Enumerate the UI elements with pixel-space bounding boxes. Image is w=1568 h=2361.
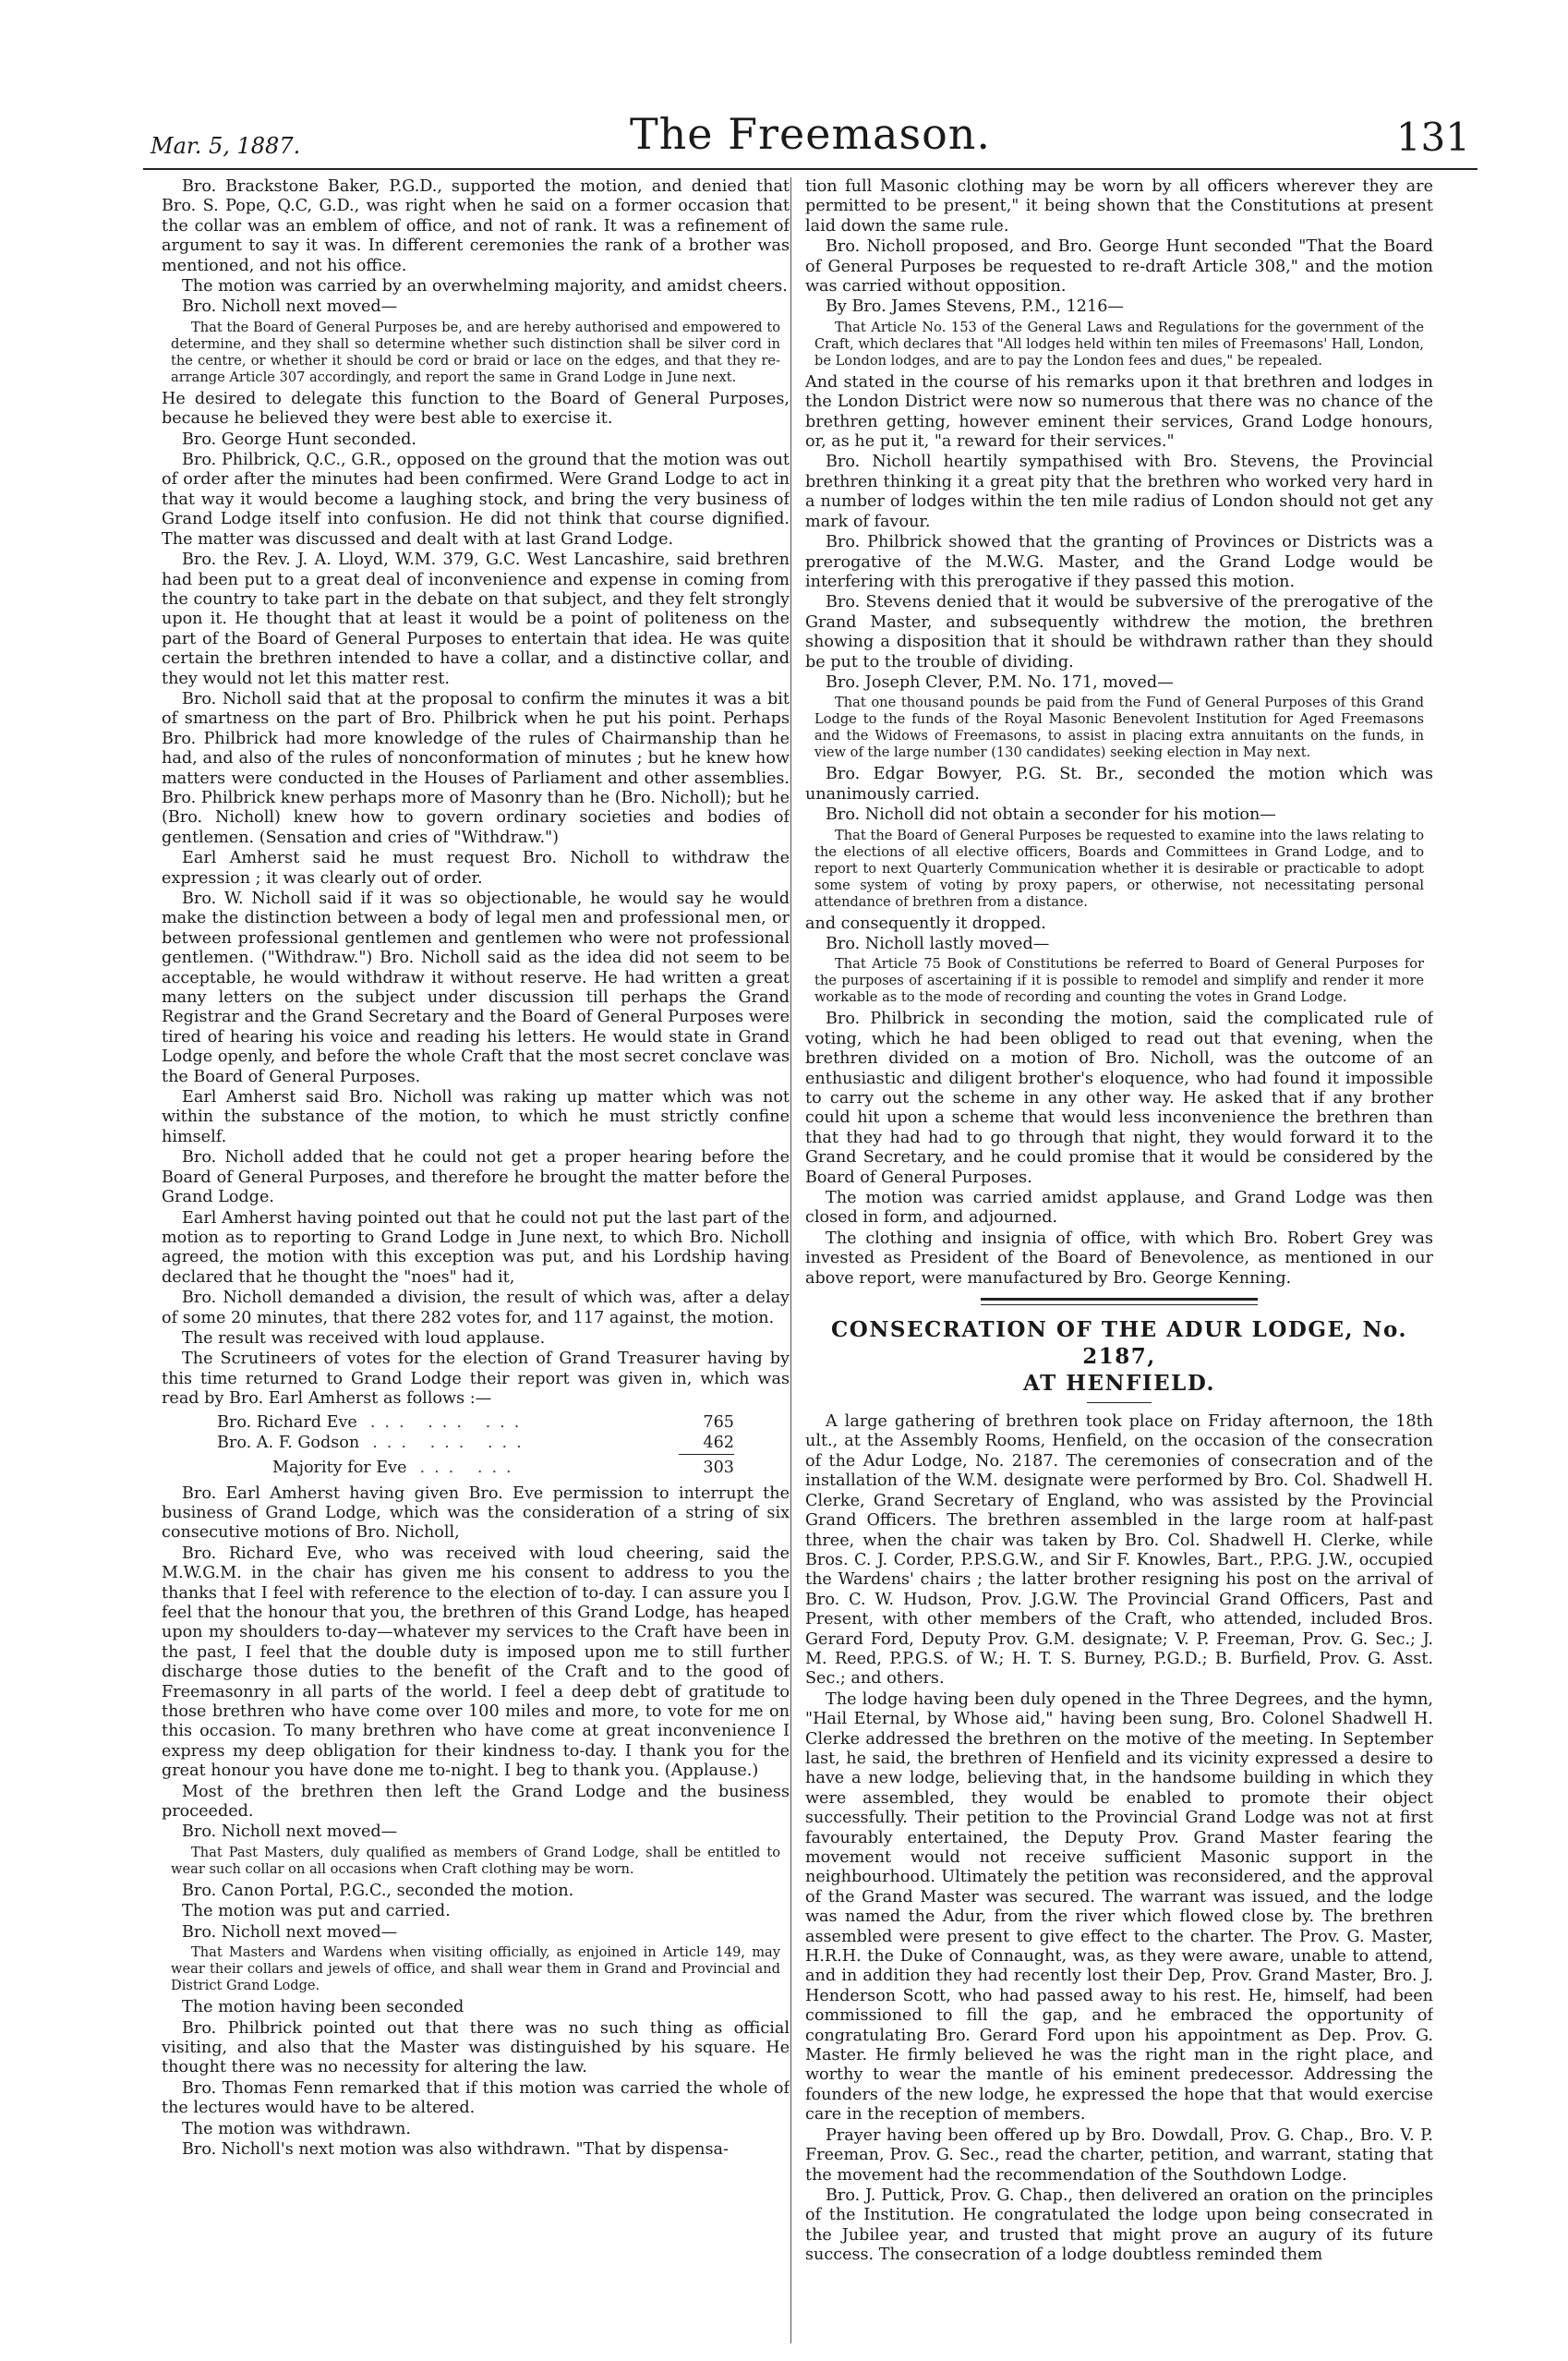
paragraph: Bro. Thomas Fenn remarked that if this motion was carried the whole of the lectures would have to be altered. <box>162 2078 790 2118</box>
paragraph: The lodge having been duly opened in the Three Degrees, and the hymn, "Hail Eternal, by Whose aid," having been sung, Bro. Colonel Shadwell H. Clerke addressed the brethren on the motive of the meeting. In September last, he said, the brethren of Henfield and its vicinity expressed a desire to have a new lodge, believing that, in the handsome building in which they were assembled, they would be enabled to promote their object successfully. Their petition to the Provincial Grand Lodge was not at first favourably entertained, the Deputy Prov. Grand Master fearing the movement would not receive sufficient Masonic support in the neighbourhood. Ultimately the petition was reconsidered, and the approval of the Grand Master was secured. The warrant was issued, and the lodge was named the Adur, from the river which flowed close by. The brethren assembled were present to give effect to the charter. The Prov. G. Master, H.R.H. the Duke of Connaught, was, as they were aware, unable to attend, and in addition they had recently lost their Dep, Prov. Grand Master, Bro. J. Henderson Scott, who had passed away to his rest. He, himself, had been commissioned to fill the gap, and he embraced the opportunity of congratulating Bro. Gerard Ford upon his appointment as Dep. Prov. G. Master. He firmly believed he was the right man in the right place, and worthy to wear the mantle of his eminent predecessor. Addressing the founders of the new lodge, he expressed the hope that that would exercise care in the reception of members. <box>805 1689 1433 2125</box>
candidate-name: Bro. Richard Eve <box>217 1412 357 1432</box>
page-number: 131 <box>1395 115 1470 160</box>
paragraph: Earl Amherst said he must request Bro. Nicholl to withdraw the expression ; it was clearly out of order. <box>162 849 790 888</box>
paragraph: Bro. Nicholl's next motion was also withdrawn. "That by dispensa- <box>182 2139 729 2159</box>
vote-row <box>217 1413 734 1434</box>
paragraph: Earl Amherst said Bro. Nicholl was raking up matter which was not within the substance of the motion, to which he must strictly confine himself. <box>162 1088 790 1146</box>
right-column <box>805 177 1433 2343</box>
paragraph: Bro. Nicholl proposed, and Bro. George Hunt seconded "That the Board of General Purposes be requested to re-draft Article 308," and the motion was carried without opposition. <box>805 237 1433 297</box>
paragraph: Bro. Brackstone Baker, P.G.D., supported the motion, and denied that Bro. S. Pope, Q.C, G.D., was right when he said on a former occasion that the collar was an emblem of office, and not of rank. It was a refinement of argument to say it was. In different ceremonies the rank of a brother was mentioned, and not his office. <box>162 177 790 275</box>
motion-text: That the Board of General Purposes be requested to examine into the laws relating to the elections of all elective officers, Boards and Committees in Grand Lodge, and to report to next Quarterly Communication whether it is desirable or practicable to adopt some system of voting by proxy papers, or otherwise, not necessitating personal attendance of brethren from a distance. <box>814 827 1424 910</box>
motion-text: That Article No. 153 of the General Laws and Regulations for the government of the Craft, which declares that "All lodges held within ten miles of Freemasons' Hall, London, be London lodges, and are to pay the London fees and dues," be repealed. <box>814 319 1424 369</box>
paragraph: Most of the brethren then left the Grand Lodge and the business proceeded. <box>162 1782 790 1822</box>
paragraph: Prayer having been offered up by Bro. Dowdall, Prov. G. Chap., Bro. V. P. Freeman, Prov. G. Sec., read the charter, petition, and warrant, stating that the movement had the recommendation of the Southdown Lodge. <box>805 2125 1433 2185</box>
paragraph: Bro. Philbrick in seconding the motion, said the complicated rule of voting, which he had been obliged to read out that evening, when the brethren divided on a motion of Bro. Nicholl, was the outcome of an enthusiastic and diligent brother's eloquence, who had found it impossible to carry out the scheme in any other way. He asked that if any brother could hit upon a scheme that would less inconvenience the brethren than that they had had to go through that night, they would forward it to the Grand Secretary, and he could promise that it would be considered by the Board of General Purposes. <box>805 1010 1433 1187</box>
paragraph: Bro. Nicholl lastly moved— <box>826 934 1050 953</box>
paragraph: The Scrutineers of votes for the election of Grand Treasurer having by this time returned to Grand Lodge their report was given in, which was read by Bro. Earl Amherst as follows :— <box>162 1350 790 1409</box>
paragraph: The result was received with loud applause. <box>182 1328 546 1348</box>
motion-text: That Masters and Wardens when visiting officially, as enjoined in Article 149, may wear their collars and jewels of office, and shall wear them in Grand and Provincial and District Grand Lodge. <box>171 1944 780 1994</box>
vote-tally <box>217 1413 734 1479</box>
motion-text: That Article 75 Book of Constitutions be referred to Board of General Purposes for the purposes of ascertaining if it is possible to remodel and simplify and render it more workable as to the mode of recording and counting the votes in Grand Lodge. <box>814 956 1424 1006</box>
paragraph: Bro. Nicholl did not obtain a seconder for his motion— <box>826 805 1276 825</box>
paragraph: Bro. W. Nicholl said if it was so objectionable, he would say he would make the distinction between a body of legal men and professional men, or between professional gentlemen and gentlemen who were not professional gentlemen. ("Withdraw.") Bro. Nicholl said as the idea did not seem to be acceptable, he would withdraw it without reserve. He had written a great many letters on the subject under discussion till perhaps the Grand Registrar and the Grand Secretary and the Board of General Purposes were tired of hearing his voice and reading his letters. He would state in Grand Lodge openly, and before the whole Craft that the most secret conclave was the Board of General Purposes. <box>162 890 790 1086</box>
paragraph: Earl Amherst having pointed out that he could not put the last part of the motion as to reporting to Grand Lodge in June next, to which Bro. Nicholl agreed, the motion with this exception was put, and his Lordship having declared that he thought the "noes" had it, <box>162 1208 790 1287</box>
paragraph: The motion was carried amidst applause, and Grand Lodge was then closed in form, and adjourned. <box>805 1189 1433 1228</box>
paragraph: Bro. Canon Portal, P.G.C., seconded the motion. <box>182 1881 574 1900</box>
paragraph: Bro. J. Puttick, Prov. G. Chap., then delivered an oration on the principles of the Institution. He congratulated the lodge upon being consecrated in the Jubilee year, and trusted that might prove an augury of its future success. The consecration of a lodge doubtless reminded them <box>805 2185 1433 2265</box>
paragraph: Bro. Philbrick, Q.C., G.R., opposed on the ground that the motion was out of order after the minutes had been confirmed. Were Grand Lodge to act in that way it would become a laughing stock, and bring the very business of Grand Lodge itself into confusion. He did not think that course dignified. The matter was discussed and dealt with at last Grand Lodge. <box>162 451 790 549</box>
paragraph: Bro. Nicholl next moved— <box>182 297 398 317</box>
motion-text: That Past Masters, duly qualified as members of Grand Lodge, shall be entitled to wear such collar on all occasions when Craft clothing may be worn. <box>171 1844 780 1877</box>
vote-row <box>217 1434 734 1454</box>
paragraph: Bro. Edgar Bowyer, P.G. St. Br., seconded the motion which was unanimously carried. <box>805 765 1433 804</box>
paragraph: tion full Masonic clothing may be worn by all officers wherever they are permitted to be present," it being shown that the Constitutions at present laid down the same rule. <box>805 177 1433 236</box>
paragraph: By Bro. James Stevens, P.M., 1216— <box>826 297 1124 317</box>
paragraph: Bro. Philbrick pointed out that there was no such thing as official visiting, and also that the Master was distinguished by his square. He thought there was no necessity for altering the law. <box>162 2018 790 2077</box>
vote-count: 765 <box>703 1412 734 1432</box>
paragraph: Bro. the Rev. J. A. Lloyd, W.M. 379, G.C. West Lancashire, said brethren had been put to a great deal of inconvenience and expense in coming from the country to take part in the debate on that subject, and they felt strongly upon it. He thought that at least it would be a point of politeness on the part of the Board of General Purposes to entertain that idea. He was quite certain the brethren intended to have a collar, and a distinctive collar, and they would not let this matter rest. <box>162 551 790 688</box>
candidate-name: Bro. A. F. Godson <box>217 1433 360 1452</box>
vote-count: 462 <box>703 1433 734 1452</box>
paragraph: A large gathering of brethren took place on Friday afternoon, the 18th ult., at the Assembly Rooms, Henfield, on the occasion of the consecration of the Adur Lodge, No. 2187. The ceremonies of consecration and of the installation of the W.M. designate were performed by Bro. Col. Shadwell H. Clerke, Grand Secretary of England, who was assisted by the Provincial Grand Officers. The brethren assembled in the large room at half-past three, when the chair was taken by Bro. Col. Shadwell H. Clerke, while Bros. C. J. Corder, P.P.S.G.W., and Sir F. Knowles, Bart., P.P.G. J.W., occupied the Wardens' chairs ; the latter brother resigning his post on the arrival of Bro. C. W. Hudson, Prov. J.G.W. The Provincial Grand Officers, Past and Present, with other members of the Craft, who attended, included Bros. Gerard Ford, Deputy Prov. G.M. designate; V. P. Freeman, Prov. G. Sec.; J. M. Reed, P.P.G.S. of W.; H. T. S. Burney, P.G.D.; B. Burfield, Prov. G. Asst. Sec.; and others. <box>805 1412 1433 1689</box>
motion-text: That one thousand pounds be paid from the Fund of General Purposes of this Grand Lodge to the funds of the Royal Masonic Benevolent Institution for Aged Freemasons and the Widows of Freemasons, to assist in placing extra annuitants on the funds, in view of the large number (130 candidates) seeking election in May next. <box>814 695 1424 761</box>
paragraph: Bro. Joseph Clever, P.M. No. 171, moved— <box>826 672 1174 692</box>
separator-thick-rule <box>981 1298 1258 1304</box>
masthead <box>143 102 1478 170</box>
majority-count: 303 <box>703 1458 734 1477</box>
leader-dots: ... ... <box>419 1458 521 1477</box>
column-divider <box>790 177 791 2343</box>
paragraph: The clothing and insignia of office, with which Bro. Robert Grey was invested as President of the Board of Benevolence, as mentioned in our above report, were manufactured by Bro. George Kenning. <box>805 1229 1433 1288</box>
paragraph: The motion having been seconded <box>182 1998 464 2017</box>
heading-line: CONSECRATION OF THE ADUR LODGE, No. 2187, <box>831 1317 1407 1370</box>
motion-text: That the Board of General Purposes be, and are hereby authorised and empowered to determine, and they shall so determine whether such distinction shall be silver cord in the centre, or whether it should be cord or braid or lace on the edges, and that they re-arrange Article 307 accordingly, and report the same in Grand Lodge in June next. <box>171 319 780 385</box>
paragraph: Bro. Stevens denied that it would be subversive of the prerogative of the Grand Master, and subsequently withdrew the motion, the brethren showing a disposition that it should be withdrawn rather than they should be put to the trouble of dividing. <box>805 593 1433 672</box>
separator-thin-rule <box>981 1304 1258 1309</box>
paragraph: Bro. Nicholl added that he could not get a proper hearing before the Board of General Purposes, and therefore he brought the matter before the Grand Lodge. <box>162 1148 790 1207</box>
majority-row <box>217 1459 734 1479</box>
article-heading <box>805 1316 1433 1397</box>
heading-line: AT HENFIELD. <box>1023 1371 1215 1397</box>
paragraph: Bro. Richard Eve, who was received with loud cheering, said the M.W.G.M. in the chair has given me his consent to address to you the thanks that I feel with reference to the election of to-day. I can assure you I feel that the honour that you, the brethren of this Grand Lodge, has heaped upon my shoulders to-day—whatever my services to the Craft have been in the past, I feel that the double duty is imposed upon me to still further discharge those duties to the benefit of the Craft and to the good of Freemasonry in all parts of the world. I feel a deep debt of gratitude to those brethren who have come over 100 miles and more, to vote for me on this occasion. To many brethren who have come at great inconvenience I express my deep obligation for their kindness to-day. I thank you for the great honour you have done me to-night. I beg to thank you. (Applause.) <box>162 1544 790 1781</box>
paragraph: And stated in the course of his remarks upon it that brethren and lodges in the London District were now so numerous that there was no chance of the brethren getting, however eminent their services, Grand Lodge honours, or, as he put it, "a reward for their services." <box>805 372 1433 452</box>
paragraph: Bro. Nicholl heartily sympathised with Bro. Stevens, the Provincial brethren thinking it a great pity that the brethren who worked very hard in a number of lodges within the ten mile radius of London should not get any mark of favour. <box>805 453 1433 531</box>
paragraph: Bro. Earl Amherst having given Bro. Eve permission to interrupt the business of Grand Lodge, which was the consideration of a string of six consecutive motions of Bro. Nicholl, <box>162 1483 790 1543</box>
majority-label: Majority for Eve <box>272 1458 407 1477</box>
paragraph: Bro. Nicholl said that at the proposal to confirm the minutes it was a bit of smartness on the part of Bro. Philbrick when he put his point. Perhaps Bro. Philbrick had more knowledge of the rules of Chairmanship than he had, and also of the rules of nonconformation of minutes ; but he knew how matters were conducted in the Houses of Parliament and other assemblies. Bro. Philbrick knew perhaps more of Masonry than he (Bro. Nicholl); but he (Bro. Nicholl) knew how to govern ordinary societies and bodies of gentlemen. (Sensation and cries of "Withdraw.") <box>162 689 790 847</box>
paragraph: The motion was carried by an overwhelming majority, and amidst cheers. <box>182 277 788 297</box>
paragraph: Bro. Nicholl next moved— <box>182 1922 398 1942</box>
section-separator <box>981 1298 1258 1309</box>
paragraph: Bro. Nicholl next moved— <box>182 1822 398 1842</box>
leader-dots: ... ... ... <box>369 1412 529 1432</box>
paragraph: Bro. Nicholl demanded a division, the result of which was, after a delay of some 20 minutes, that there 282 votes for, and 117 against, the motion. <box>162 1289 790 1327</box>
issue-date: Mar. 5, 1887. <box>151 133 301 159</box>
paragraph: Bro. Philbrick showed that the granting of Provinces or Districts was a prerogative of the M.W.G. Master, and the Grand Lodge would be interfering with this prerogative if they passed this motion. <box>805 533 1433 591</box>
paragraph: The motion was withdrawn. <box>182 2119 411 2138</box>
publication-title: The Freemason. <box>629 109 992 159</box>
paragraph: Bro. George Hunt seconded. <box>182 430 416 449</box>
leader-dots: ... ... ... <box>372 1433 531 1452</box>
paragraph: He desired to delegate this function to the Board of General Purposes, because he believed they were best able to exercise it. <box>162 389 790 429</box>
heading-rule <box>1087 1402 1152 1403</box>
paragraph: The motion was put and carried. <box>182 1902 451 1921</box>
paragraph: and consequently it dropped. <box>805 914 1046 933</box>
left-column <box>162 177 790 2343</box>
